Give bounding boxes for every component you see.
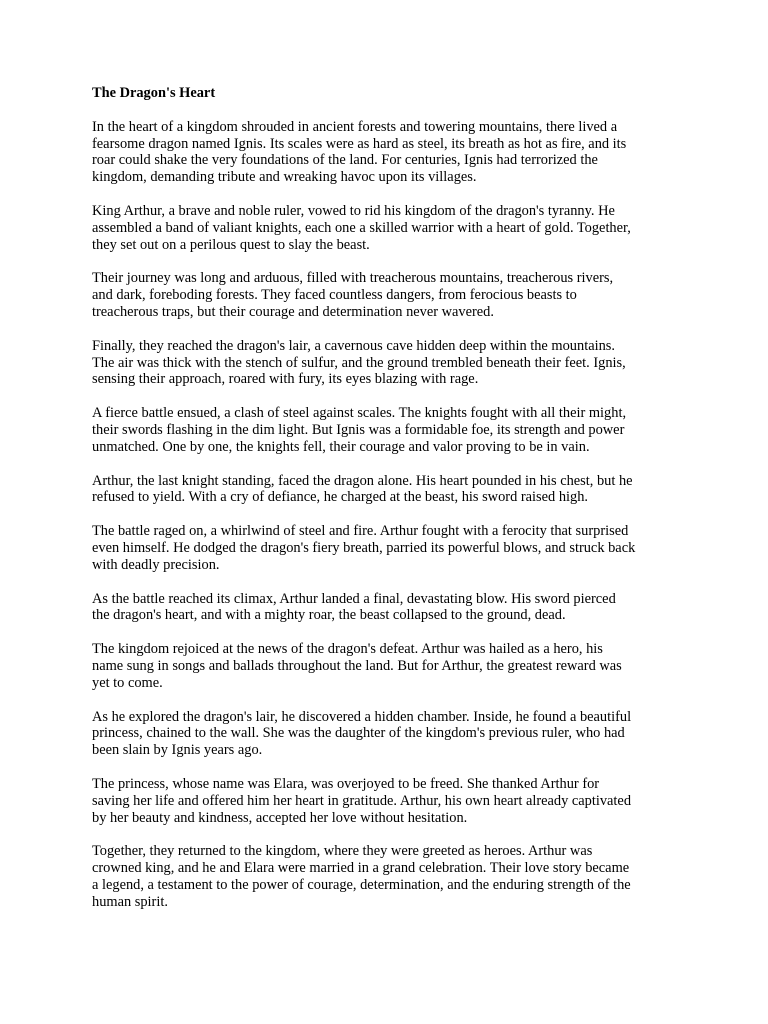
paragraph-line: their swords flashing in the dim light. But Ignis was a formidable foe, its strength and power xyxy=(92,421,625,438)
paragraph-line: treacherous traps, but their courage and determination never wavered. xyxy=(92,303,494,320)
paragraph-line: Finally, they reached the dragon's lair, a cavernous cave hidden deep within the mountains. xyxy=(92,337,615,354)
document-body xyxy=(92,85,692,927)
paragraph-line: kingdom, demanding tribute and wreaking havoc upon its villages. xyxy=(92,169,477,186)
paragraph-line: As the battle reached its climax, Arthur landed a final, devastating blow. His sword pierced xyxy=(92,590,616,607)
paragraph-line: unmatched. One by one, the knights fell, their courage and valor proving to be in vain. xyxy=(92,438,590,455)
paragraph-list xyxy=(92,119,692,911)
paragraph xyxy=(92,843,692,910)
paragraph-line: they set out on a perilous quest to slay the beast. xyxy=(92,236,370,253)
paragraph-line: saving her life and offered him her heart in gratitude. Arthur, his own heart already captivated xyxy=(92,792,632,809)
paragraph-line: Arthur, the last knight standing, faced the dragon alone. His heart pounded in his chest, but he xyxy=(92,472,633,489)
paragraph-line: princess, chained to the wall. She was the daughter of the kingdom's previous ruler, who had xyxy=(92,725,625,742)
paragraph xyxy=(92,473,692,507)
paragraph xyxy=(92,338,692,388)
paragraph-line: name sung in songs and ballads throughout the land. But for Arthur, the greatest reward was xyxy=(92,657,622,674)
paragraph xyxy=(92,119,692,186)
paragraph-line: refused to yield. With a cry of defiance, he charged at the beast, his sword raised high. xyxy=(92,489,588,506)
paragraph-line: a legend, a testament to the power of courage, determination, and the enduring strength of the xyxy=(92,876,631,893)
paragraph-line: The princess, whose name was Elara, was overjoyed to be freed. She thanked Arthur for xyxy=(92,775,600,792)
paragraph-line: roar could shake the very foundations of the land. For centuries, Ignis had terrorized the xyxy=(92,152,598,169)
paragraph-line: fearsome dragon named Ignis. Its scales were as hard as steel, its breath as hot as fire, and its xyxy=(92,135,627,152)
paragraph xyxy=(92,591,692,625)
paragraph-line: King Arthur, a brave and noble ruler, vowed to rid his kingdom of the dragon's tyranny. He xyxy=(92,202,615,219)
paragraph-line: In the heart of a kingdom shrouded in ancient forests and towering mountains, there lived a xyxy=(92,118,618,135)
document-title: The Dragon's Heart xyxy=(92,85,216,101)
paragraph xyxy=(92,405,692,455)
paragraph-line: human spirit. xyxy=(92,893,168,910)
paragraph-line: Their journey was long and arduous, filled with treacherous mountains, treacherous rivers, xyxy=(92,270,614,287)
paragraph-line: A fierce battle ensued, a clash of steel against scales. The knights fought with all their might, xyxy=(92,405,627,422)
paragraph-line: with deadly precision. xyxy=(92,556,220,573)
paragraph-line: the dragon's heart, and with a mighty roar, the beast collapsed to the ground, dead. xyxy=(92,607,566,624)
paragraph xyxy=(92,776,692,826)
paragraph-line: Together, they returned to the kingdom, where they were greeted as heroes. Arthur was xyxy=(92,843,593,860)
paragraph-line: and dark, foreboding forests. They faced countless dangers, from ferocious beasts to xyxy=(92,287,577,304)
paragraph-line: assembled a band of valiant knights, each one a skilled warrior with a heart of gold. Together, xyxy=(92,219,631,236)
paragraph-line: As he explored the dragon's lair, he discovered a hidden chamber. Inside, he found a beautiful xyxy=(92,708,632,725)
paragraph xyxy=(92,203,692,253)
paragraph xyxy=(92,523,692,573)
paragraph-line: yet to come. xyxy=(92,674,163,691)
paragraph-line: The air was thick with the stench of sulfur, and the ground trembled beneath their feet. Ignis, xyxy=(92,354,626,371)
paragraph xyxy=(92,709,692,759)
paragraph-line: crowned king, and he and Elara were married in a grand celebration. Their love story became xyxy=(92,860,630,877)
paragraph-line: by her beauty and kindness, accepted her love without hesitation. xyxy=(92,809,468,826)
paragraph-line: been slain by Ignis years ago. xyxy=(92,742,263,759)
paragraph-line: sensing their approach, roared with fury, its eyes blazing with rage. xyxy=(92,371,479,388)
paragraph-line: The battle raged on, a whirlwind of steel and fire. Arthur fought with a ferocity that surprised xyxy=(92,523,629,540)
paragraph-line: even himself. He dodged the dragon's fiery breath, parried its powerful blows, and struck back xyxy=(92,539,636,556)
paragraph-line: The kingdom rejoiced at the news of the dragon's defeat. Arthur was hailed as a hero, his xyxy=(92,641,603,658)
paragraph xyxy=(92,641,692,691)
paragraph xyxy=(92,270,692,320)
